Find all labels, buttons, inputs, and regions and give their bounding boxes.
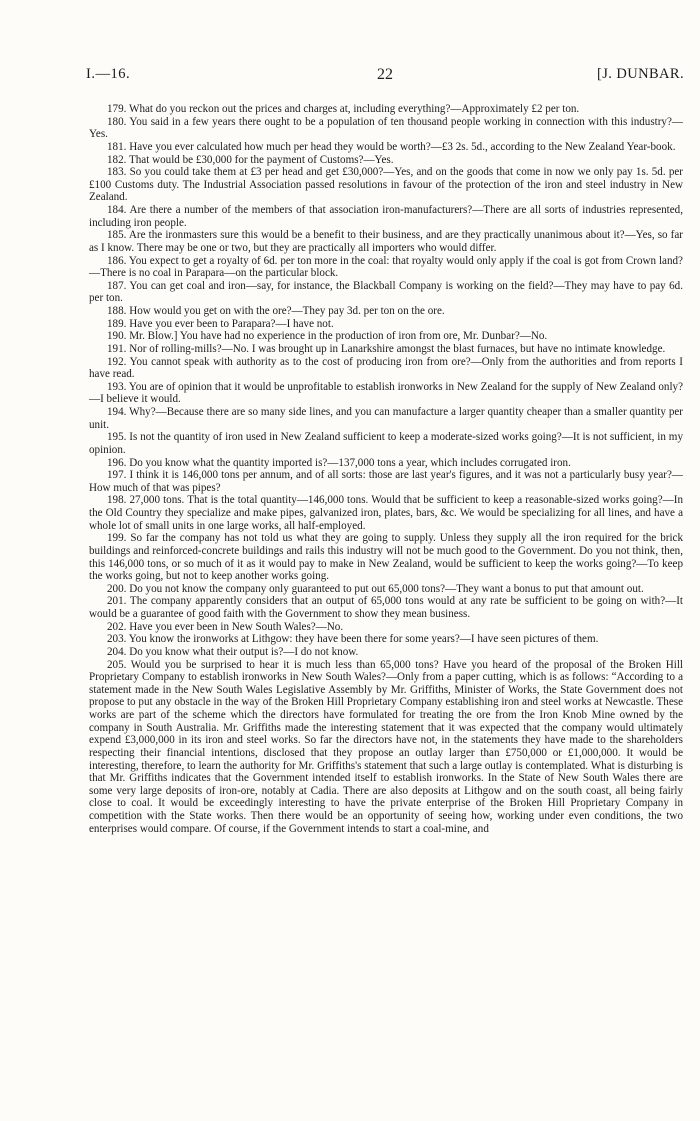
question-179: 179. What do you reckon out the prices and charges at, including everything?—Approximately £2 per ton. [107,103,580,115]
question-193: 193. You are of opinion that it would be unprofitable to establish ironworks in New Zealand for the supply of New Zealand only?—I believe it would. [89,380,683,406]
question-189: 189. Have you ever been to Parapara?—I have not. [107,317,334,330]
question-195: 195. Is not the quantity of iron used in New Zealand sufficient to keep a moderate-sized works going?—It is not sufficient, in my opinion. [89,431,683,456]
evidence-body [89,103,683,835]
question-182: 182. That would be £30,000 for the payment of Customs?—Yes. [107,153,394,166]
question-205: 205. Would you be surprised to hear it is much less than 65,000 tons? Have you heard of the proposal of the Broken Hill Proprietary Company to establish ironworks in New South Wales?—Only from a paper cutting, which is as follows: “According to a statement made in the New South Wales Legislative Assembly by Mr. Griffiths, Minister of Works, the State Government does not propose to put any obstacle in the way of the Broken Hill Proprietary Company establishing iron and steel works at Newcastle. These works are part of the scheme which the directors have formulated for treating the ore from the Iron Knob Mine owned by the company in South Australia. Mr. Griffiths made the interesting statement that it was expected that the company would ultimately expend £3,000,000 in its iron and steel works. So far the directors have not, in the statements they have made to the shareholders respecting their financial intentions, disclosed that they propose an outlay larger than £750,000 or £1,000,000. It would be interesting, therefore, to learn the authority for Mr. Griffiths's statement that such a large outlay is contemplated. What is disturbing is that Mr. Griffiths indicates that the Government intended itself to establish ironworks. In the State of New South Wales there are some very large deposits of iron-ore, notably at Cadia. There are also deposits at Lithgow and on the south coast, all being fairly close to coal. It would be exceedingly interesting to have the private enterprise of the Broken Hill Proprietary Company in competition with the State works. Then there would be an opportunity of seeing how, working under even conditions, the two enterprises would compare. Of course, if the Government intends to start a coal-mine, and [89,658,683,835]
witness-name: [J. DUNBAR. [597,66,684,82]
question-197: 197. I think it is 146,000 tons per annum, and of all sorts: those are last year's figures, and it was not a particularly busy year?—How much of that was pipes? [89,469,683,494]
question-188: 188. How would you get on with the ore?—They pay 3d. per ton on the ore. [107,305,445,317]
question-186: 186. You expect to get a royalty of 6d. per ton more in the coal: that royalty would only apply if the coal is got from Crown land?—There is no coal in Parapara—on the particular block. [89,254,683,280]
page-header [86,66,684,86]
question-180: 180. You said in a few years there ought to be a population of ten thousand people working in connection with this industry?—Yes. [89,115,683,141]
question-200: 200. Do you not know the company only guaranteed to put out 65,000 tons?—They want a bonus to put that amount out. [107,582,644,595]
question-187: 187. You can get coal and iron—say, for instance, the Blackball Company is working on the field?—They may have to pay 6d. per ton. [89,279,683,305]
question-190: 190. Mr. Blow.] You have had no experience in the production of iron from ore, Mr. Dunbar?—No. [107,330,548,343]
question-184: 184. Are there a number of the members of that association iron-manufacturers?—There are all sorts of industries represented, including iron people. [89,204,683,229]
question-199: 199. So far the company has not told us what they are going to supply. Unless they supply all the iron required for the brick buildings and reinforced-concrete buildings and rails this industry will not be much good to the Government. Do you not think, then, this 146,000 tons, or so much of it as it would pay to make in New Zealand, would be sufficient to keep the works going?—To keep the works going, but not to keep another works going. [89,532,683,583]
question-204: 204. Do you know what their output is?—I do not know. [107,645,359,658]
question-194: 194. Why?—Because there are so many side lines, and you can manufacture a larger quantity cheaper than a smaller quantity per unit. [89,406,683,431]
question-181: 181. Have you ever calculated how much per head they would be worth?—£3 2s. 5d., according to the New Zealand Year-book. [107,140,676,153]
question-198: 198. 27,000 tons. That is the total quantity—146,000 tons. Would that be sufficient to keep a reasonable-sized works going?—In the Old Country they specialize and make pipes, galvanized iron, plates, bars, &c. We would be specializing for all lines, and have a whole lot of small units in one large works, all half-employed. [89,494,683,532]
question-185: 185. Are the ironmasters sure this would be a benefit to their business, and are they practically unanimous about it?—Yes, so far as I know. There may be one or two, but they are practically all importers who would differ. [89,229,683,254]
page-number: 22 [377,66,393,83]
question-191: 191. Nor of rolling-mills?—No. I was brought up in Lanarkshire amongst the blast furnaces, but have no intimate knowledge. [107,342,666,355]
question-196: 196. Do you know what the quantity imported is?—137,000 tons a year, which includes corrugated iron. [107,456,571,469]
question-202: 202. Have you ever been in New South Wales?—No. [107,620,344,633]
question-183: 183. So you could take them at £3 per head and get £30,000?—Yes, and on the goods that come in now we only pay 1s. 5d. per £100 Customs duty. The Industrial Association passed resolutions in favour of the protection of the iron and steel industry in New Zealand. [89,166,683,204]
question-203: 203. You know the ironworks at Lithgow: they have been there for some years?—I have seen pictures of them. [107,633,599,646]
question-192: 192. You cannot speak with authority as to the cost of producing iron from ore?—Only from the authorities and from reports I have read. [89,355,683,381]
paper-reference: I.—16. [86,66,131,82]
question-201: 201. The company apparently considers that an output of 65,000 tons would at any rate be sufficient to be going on with?—It would be a guarantee of good faith with the Government to show they mean business. [89,595,683,620]
